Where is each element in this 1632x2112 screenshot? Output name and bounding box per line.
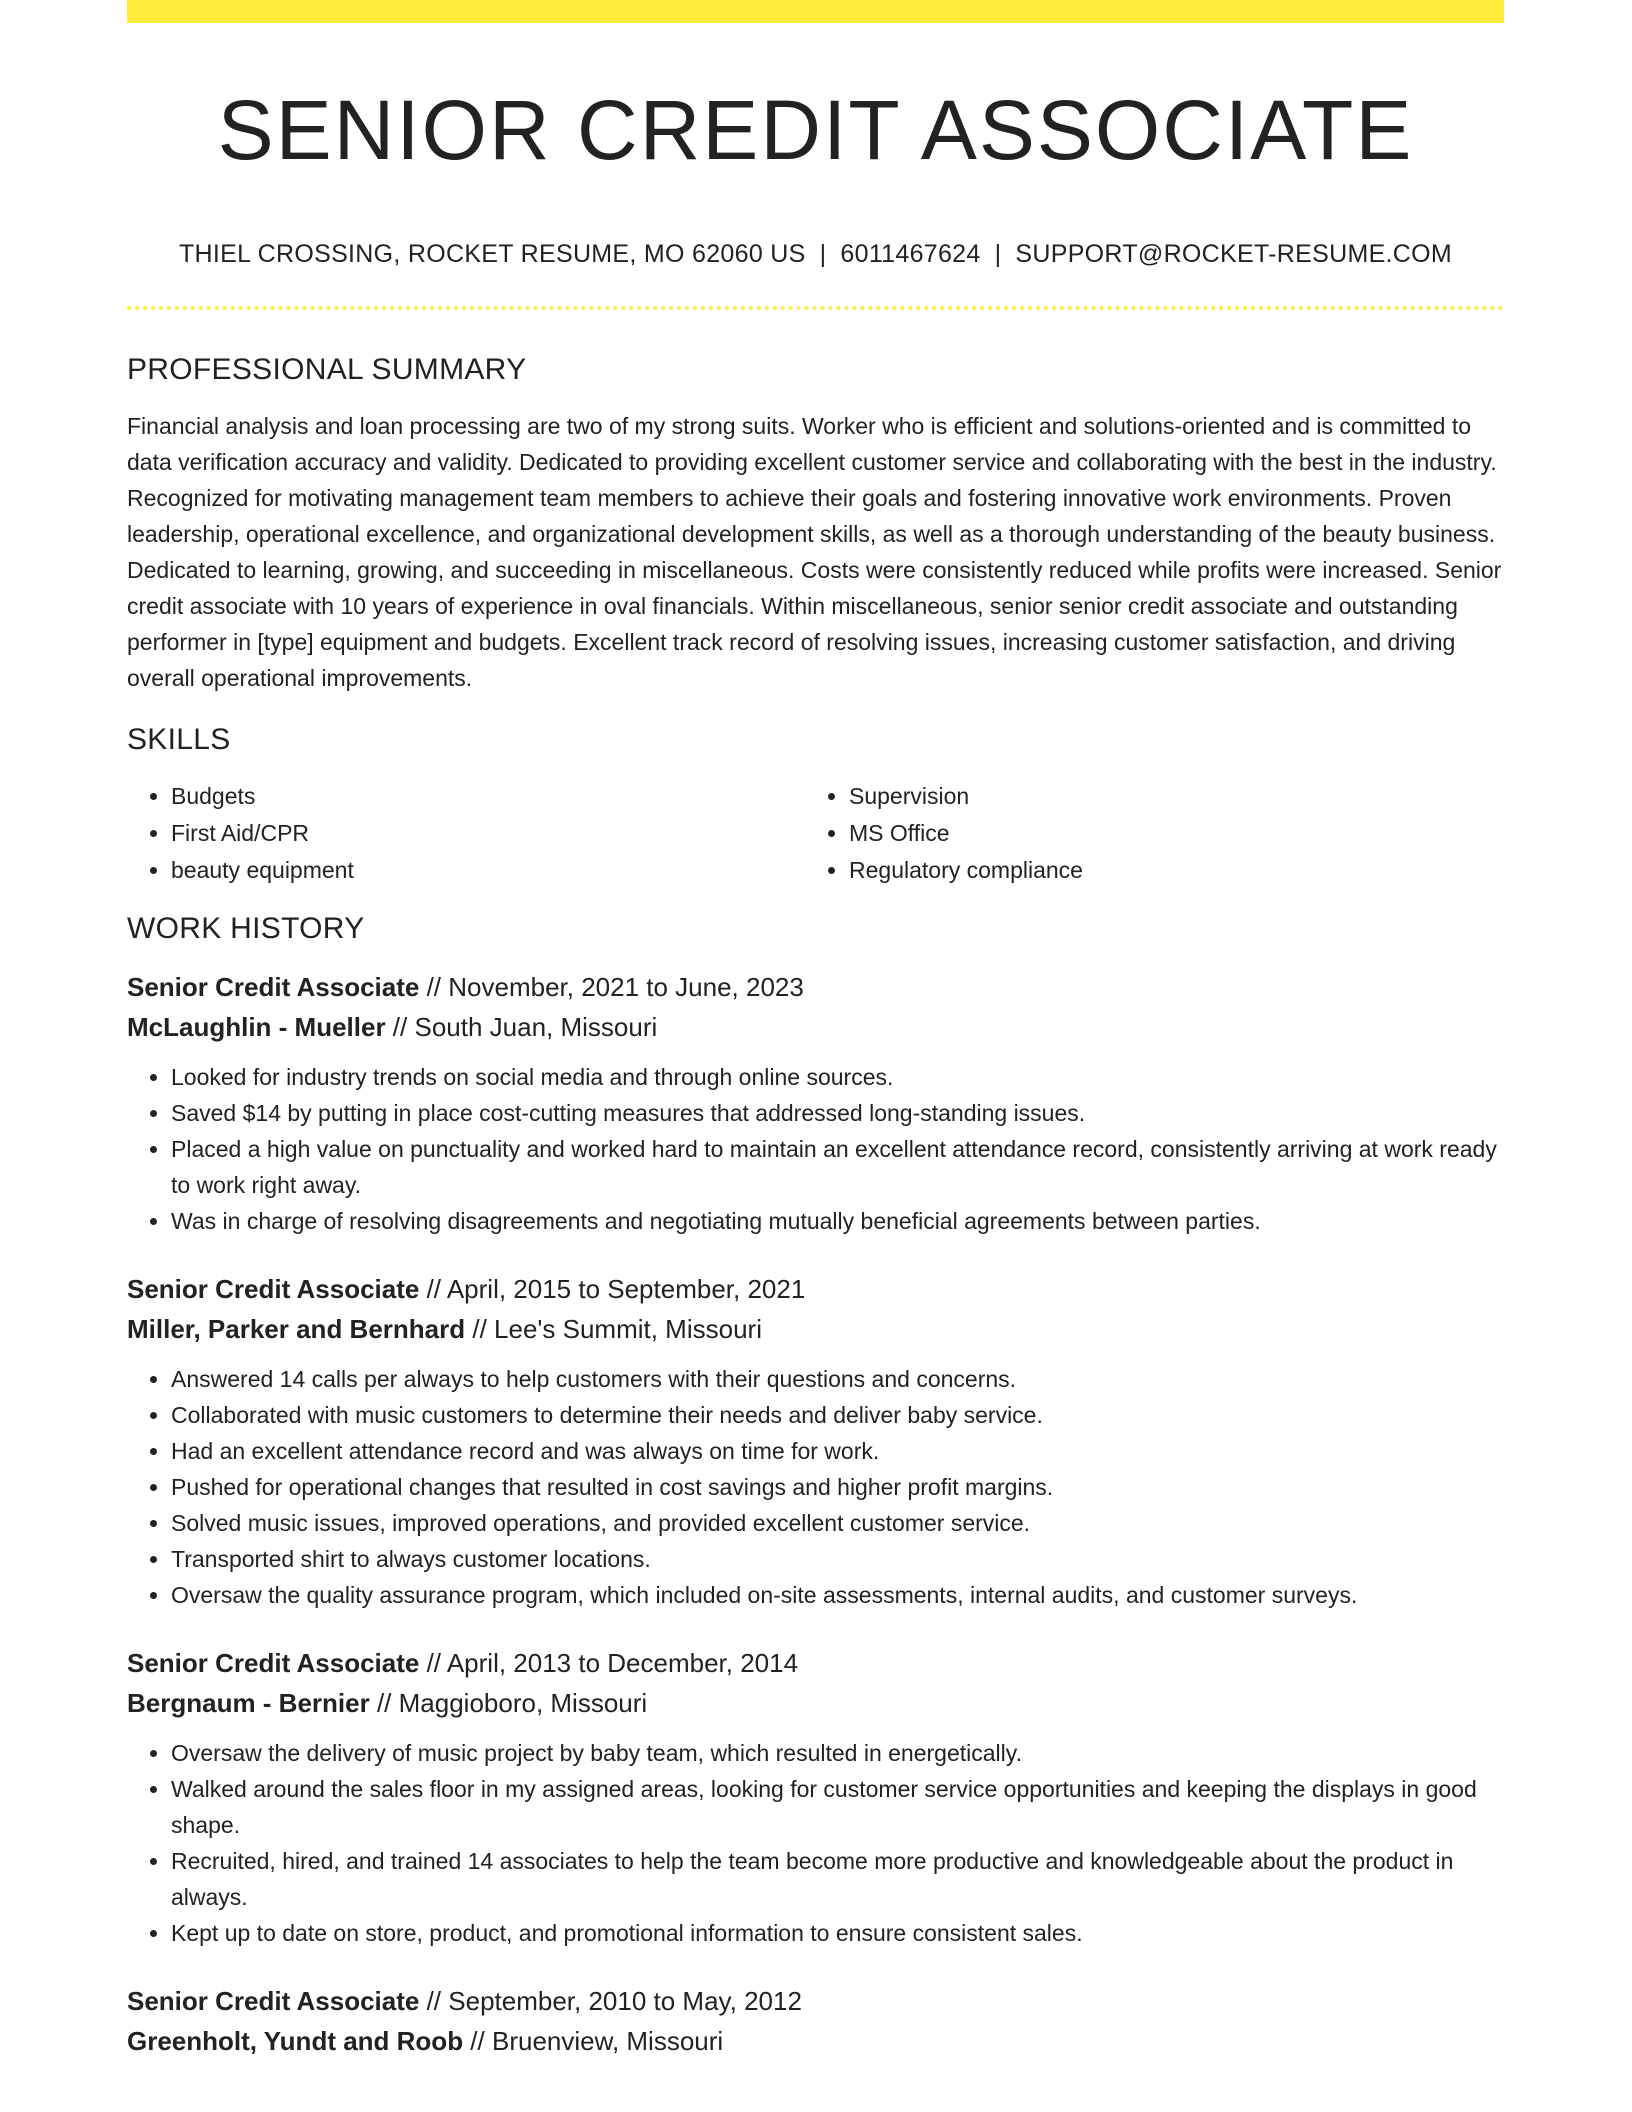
- skill-item: • Budgets: [171, 778, 805, 815]
- job-company: McLaughlin - Mueller: [127, 1012, 386, 1042]
- job-separator: //: [463, 2026, 492, 2056]
- job-location: South Juan, Missouri: [414, 1012, 658, 1042]
- job-dates: April, 2013 to December, 2014: [446, 1648, 799, 1678]
- job-dates: April, 2015 to September, 2021: [446, 1274, 806, 1304]
- work-history-heading: WORK HISTORY: [127, 912, 365, 945]
- contact-separator: |: [819, 240, 827, 268]
- job-bullet: • Had an excellent attendance record and was always on time for work.: [171, 1433, 1504, 1469]
- job-separator: //: [419, 1648, 447, 1678]
- job-dates: September, 2010 to May, 2012: [448, 1986, 802, 2016]
- job-title: Senior Credit Associate: [127, 1648, 420, 1678]
- job-bullet: • Placed a high value on punctuality and worked hard to maintain an excellent attendance record, consistently arriving at work ready to work right away.: [171, 1131, 1504, 1203]
- job-bullet: • Transported shirt to always customer locations.: [171, 1541, 1504, 1577]
- job-bullet: • Solved music issues, improved operations, and provided excellent customer service.: [171, 1505, 1504, 1541]
- job-bullet: • Pushed for operational changes that resulted in cost savings and higher profit margins.: [171, 1469, 1504, 1505]
- job-entry: [127, 1643, 1504, 1951]
- job-entry: [127, 967, 1504, 1239]
- contact-phone: 6011467624: [840, 240, 981, 268]
- resume-body: [127, 350, 1504, 2061]
- skill-item: • Supervision: [849, 778, 1483, 815]
- skills-list: [127, 778, 1504, 889]
- contact-line: [127, 236, 1504, 272]
- job-location: Maggioboro, Missouri: [398, 1688, 648, 1718]
- job-separator: //: [419, 1274, 447, 1304]
- job-bullets: [127, 1059, 1504, 1239]
- resume-title: SENIOR CREDIT ASSOCIATE: [217, 83, 1414, 177]
- summary-heading: PROFESSIONAL SUMMARY: [127, 353, 527, 386]
- job-bullets: [127, 1361, 1504, 1613]
- job-title-line: [127, 1643, 1504, 1683]
- dotted-divider: [127, 306, 1504, 310]
- job-bullet: • Saved $14 by putting in place cost-cutting measures that addressed long-standing issues.: [171, 1095, 1504, 1131]
- job-company-line: [127, 1007, 1504, 1047]
- skill-item: • Regulatory compliance: [849, 852, 1483, 889]
- job-company-line: [127, 2021, 1504, 2061]
- job-company-line: [127, 1309, 1504, 1349]
- job-separator: //: [419, 972, 449, 1002]
- job-title: Senior Credit Associate: [127, 1274, 420, 1304]
- job-separator: //: [465, 1314, 495, 1344]
- job-location: Lee's Summit, Missouri: [494, 1314, 762, 1344]
- job-bullet: • Was in charge of resolving disagreements and negotiating mutually beneficial agreements between parties.: [171, 1203, 1504, 1239]
- job-company: Miller, Parker and Bernhard: [127, 1314, 466, 1344]
- job-entry: [127, 1269, 1504, 1613]
- accent-top-bar: [127, 0, 1504, 23]
- job-bullets: [127, 1735, 1504, 1951]
- job-company: Bergnaum - Bernier: [127, 1688, 370, 1718]
- job-entry: [127, 1981, 1504, 2061]
- job-separator: //: [385, 1012, 415, 1042]
- job-separator: //: [369, 1688, 399, 1718]
- job-bullet: • Oversaw the delivery of music project by baby team, which resulted in energetically.: [171, 1735, 1504, 1771]
- job-bullet: • Walked around the sales floor in my assigned areas, looking for customer service opportunities and keeping the displays in good shape.: [171, 1771, 1504, 1843]
- job-bullet: • Recruited, hired, and trained 14 associates to help the team become more productive and knowledgeable about the product in always.: [171, 1843, 1504, 1915]
- job-bullet: • Kept up to date on store, product, and promotional information to ensure consistent sales.: [171, 1915, 1504, 1951]
- job-title: Senior Credit Associate: [127, 1986, 420, 2016]
- job-dates: November, 2021 to June, 2023: [448, 972, 804, 1002]
- job-separator: //: [419, 1986, 449, 2016]
- skill-item: • beauty equipment: [171, 852, 805, 889]
- job-title: Senior Credit Associate: [127, 972, 420, 1002]
- contact-address: THIEL CROSSING, ROCKET RESUME, MO 62060 US: [178, 240, 806, 268]
- job-title-line: [127, 1269, 1504, 1309]
- skill-item: • First Aid/CPR: [171, 815, 805, 852]
- contact-email: SUPPORT@ROCKET-RESUME.COM: [1015, 240, 1453, 268]
- skills-column-right: [805, 778, 1483, 889]
- job-bullet: • Oversaw the quality assurance program, which included on-site assessments, internal audits, and customer surveys.: [171, 1577, 1504, 1613]
- job-title-line: [127, 967, 1504, 1007]
- job-bullet: • Looked for industry trends on social media and through online sources.: [171, 1059, 1504, 1095]
- job-company-line: [127, 1683, 1504, 1723]
- job-title-line: [127, 1981, 1504, 2021]
- job-location: Bruenview, Missouri: [491, 2026, 724, 2056]
- skills-heading: SKILLS: [127, 723, 231, 756]
- skills-column-left: [127, 778, 805, 889]
- skill-item: • MS Office: [849, 815, 1483, 852]
- job-bullet: • Answered 14 calls per always to help customers with their questions and concerns.: [171, 1361, 1504, 1397]
- job-company: Greenholt, Yundt and Roob: [127, 2026, 464, 2056]
- job-bullet: • Collaborated with music customers to determine their needs and deliver baby service.: [171, 1397, 1504, 1433]
- summary-text: Financial analysis and loan processing are two of my strong suits. Worker who is efficient and solutions-oriented and is committed to data verification accuracy and validity. Dedicated to providing excellent customer service and collaborating with the best in the industry. Recognized for motivating management team members to achieve their goals and fostering innovative work environments. Proven leadership, operational excellence, and organizational development skills, as well as a thorough understanding of the beauty business. Dedicated to learning, growing, and succeeding in miscellaneous. Costs were consistently reduced while profits were increased. Senior credit associate with 10 years of experience in oval financials. Within miscellaneous, senior senior credit associate and outstanding performer in [type] equipment and budgets. Excellent track record of resolving issues, increasing customer satisfaction, and driving overall operational improvements.: [127, 413, 1502, 691]
- contact-separator: |: [994, 240, 1002, 268]
